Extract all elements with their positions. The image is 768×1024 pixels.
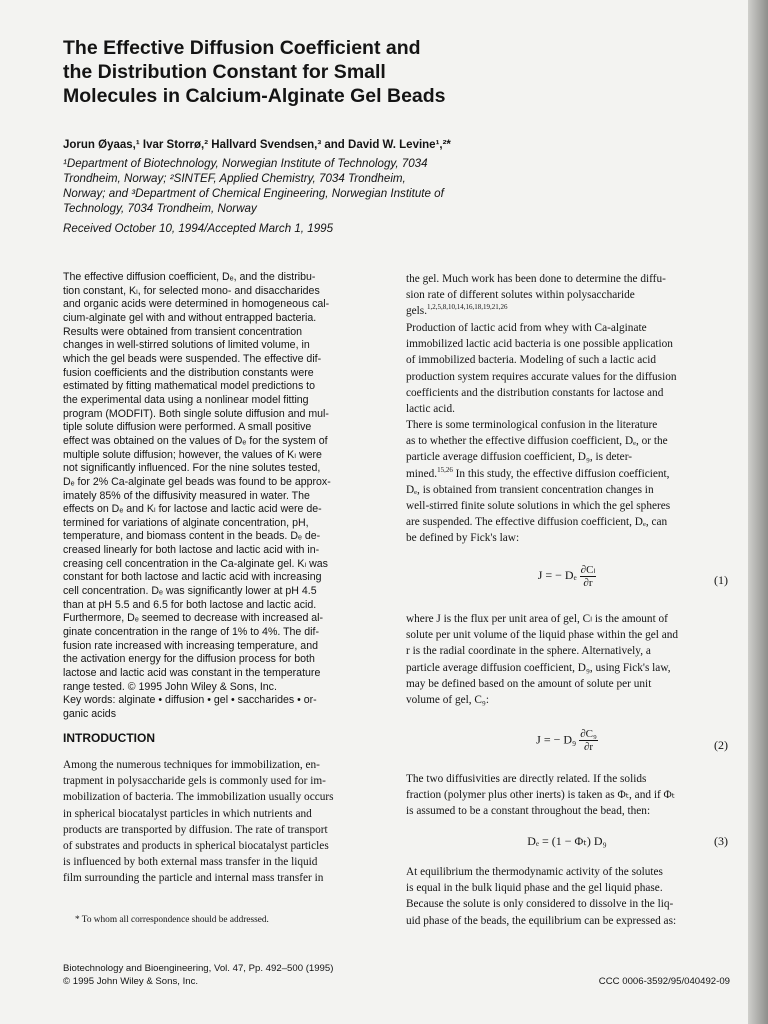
- received-date: Received October 10, 1994/Accepted March 1, 1995: [63, 222, 334, 235]
- correspondence-footnote: * To whom all correspondence should be addressed.: [75, 915, 269, 925]
- abstract-line: fusion rate increased with increasing temperature, and: [63, 639, 318, 652]
- text-line: is influenced by both external mass transfer in the liquid: [63, 856, 318, 869]
- text-line: r is the radial coordinate in the sphere. Alternatively, a: [406, 645, 651, 658]
- introduction-text: [63, 757, 390, 887]
- right-paragraph-2: [406, 320, 728, 417]
- abstract: [63, 271, 390, 722]
- abstract-line: Furthermore, Dₑ seemed to decrease with increased al-: [63, 612, 324, 625]
- ccc-code: CCC 0006-3592/95/040492-09: [598, 976, 730, 987]
- fraction-numerator: ∂Cₗ: [580, 564, 596, 576]
- text-line: solute per unit volume of the liquid phase within the gel and: [406, 629, 679, 642]
- abstract-line: creasing cell concentration in the Ca-alginate gel. Kₗ was: [63, 557, 328, 570]
- abstract-line: Key words: alginate • diffusion • gel • saccharides • or-: [63, 694, 317, 707]
- abstract-line: tion constant, Kₗ, for selected mono- and disaccharides: [63, 284, 320, 297]
- text-line: products are transported by diffusion. The rate of transport: [63, 823, 328, 836]
- text-line: Because the solute is only considered to dissolve in the liq-: [406, 898, 674, 911]
- text-line: Dₑ, is obtained from transient concentration changes in: [406, 483, 654, 496]
- abstract-line: ganic acids: [63, 708, 116, 720]
- equation-1: [406, 563, 728, 597]
- text-line: production system requires accurate values for the diffusion: [406, 370, 677, 383]
- title-line: the Distribution Constant for Small: [63, 61, 386, 83]
- article-title: [63, 36, 583, 108]
- journal-citation: [63, 963, 333, 988]
- abstract-line: fusion coefficients and the distribution constants were: [63, 366, 314, 379]
- right-paragraph-1: [406, 271, 728, 320]
- affiliation-line: Technology, 7034 Trondheim, Norway: [63, 202, 257, 215]
- abstract-line: than at pH 5.5 and 6.5 for both lactose and lactic acid.: [63, 598, 317, 611]
- abstract-line: the experimental data using a nonlinear model fitting: [63, 393, 309, 406]
- title-line: Molecules in Calcium-Alginate Gel Beads: [63, 85, 446, 107]
- affiliation-line: ¹Department of Biotechnology, Norwegian Institute of Technology, 7034: [63, 157, 428, 170]
- text-line: [406, 466, 728, 482]
- abstract-line: the activation energy for the diffusion process for both: [63, 653, 315, 666]
- affiliations: [63, 156, 583, 216]
- text-line: film surrounding the particle and internal mass transfer in: [63, 872, 324, 885]
- text-line: where J is the flux per unit area of gel, Cₗ is the amount of: [406, 613, 668, 625]
- abstract-line: termined for variations of alginate concentration, pH,: [63, 516, 309, 529]
- text-line: fraction (polymer plus other inerts) is taken as Φₜ, and if Φₜ: [406, 789, 676, 802]
- equation-number: (1): [714, 573, 728, 587]
- title-line: The Effective Diffusion Coefficient and: [63, 37, 421, 59]
- affiliation-line: Trondheim, Norway; ²SINTEF, Applied Chemistry, 7034 Trondheim,: [63, 172, 406, 185]
- affiliation-line: Norway; and ³Department of Chemical Engineering, Norwegian Institute of: [63, 187, 444, 200]
- text-line: volume of gel, C₉:: [406, 694, 490, 707]
- text-line: [406, 303, 728, 319]
- text-line: particle average diffusion coefficient, D₉, using Fick's law,: [406, 661, 671, 674]
- equation-lhs: J = − D₉: [536, 732, 577, 747]
- text-line: of immobilized bacteria. Modeling of such a lactic acid: [406, 354, 657, 367]
- equation-number: (2): [714, 738, 728, 752]
- abstract-line: multiple solute diffusion; however, the values of Kₗ were: [63, 448, 322, 461]
- right-paragraph-5: [406, 771, 728, 820]
- equation-body: Dₑ = (1 − Φₜ) D₉: [527, 834, 607, 848]
- abstract-line: creased linearly for both lactose and lactic acid with in-: [63, 544, 320, 557]
- text-line: immobilized lactic acid bacteria is one possible application: [406, 338, 673, 351]
- abstract-line: range tested. © 1995 John Wiley & Sons, Inc.: [63, 680, 277, 693]
- text-line: lactic acid.: [406, 403, 455, 416]
- text-fragment: In this study, the effective diffusion coefficient,: [452, 467, 670, 480]
- right-paragraph-6: [406, 864, 728, 929]
- text-line: is equal in the bulk liquid phase and the gel liquid phase.: [406, 882, 663, 895]
- text-line: be defined by Fick's law:: [406, 532, 520, 545]
- abstract-line: effects on Dₑ and Kₗ for lactose and lactic acid were de-: [63, 503, 322, 516]
- text-line: uid phase of the beads, the equilibrium can be expressed as:: [406, 914, 677, 927]
- text-line: coefficients and the distribution constants for lactose and: [406, 386, 664, 399]
- text-line: Among the numerous techniques for immobilization, en-: [63, 759, 320, 771]
- citation-line: Biotechnology and Bioengineering, Vol. 47, Pp. 492–500 (1995): [63, 963, 334, 974]
- text-line: sion rate of different solutes within polysaccharide: [406, 289, 635, 302]
- abstract-line: The effective diffusion coefficient, Dₑ, and the distribu-: [63, 271, 316, 283]
- abstract-line: not significantly influenced. For the nine solutes tested,: [63, 462, 321, 475]
- abstract-line: lactose and lactic acid was constant in the temperature: [63, 667, 321, 680]
- fraction-denominator: ∂r: [583, 741, 594, 753]
- right-paragraph-3: [406, 417, 728, 547]
- equation-3: [406, 831, 728, 865]
- right-paragraph-4: [406, 611, 728, 708]
- text-line: well-stirred finite solute solutions in which the gel spheres: [406, 500, 671, 513]
- reference-numbers: 15,26: [437, 465, 453, 474]
- text-line: may be defined based on the amount of solute per unit: [406, 677, 652, 690]
- text-line: are suspended. The effective diffusion coefficient, Dₑ, can: [406, 516, 668, 529]
- abstract-line: temperature, and biomass content in the beads. Dₑ de-: [63, 530, 321, 543]
- abstract-line: Dₑ for 2% Ca-alginate gel beads was found to be approx-: [63, 475, 331, 488]
- text-fragment: mined.: [406, 467, 438, 480]
- text-fragment: gels.: [406, 305, 428, 318]
- abstract-line: effect was obtained on the values of Dₑ for the system of: [63, 434, 328, 447]
- abstract-line: program (MODFIT). Both single solute diffusion and mul-: [63, 407, 329, 420]
- text-line: Production of lactic acid from whey with Ca-alginate: [406, 322, 647, 334]
- abstract-line: tiple solute diffusion were performed. A small positive: [63, 421, 312, 434]
- abstract-line: changes in well-stirred solutions of limited volume, in: [63, 339, 310, 352]
- equation-2: [406, 728, 728, 762]
- equation-number: (3): [714, 834, 728, 848]
- text-line: of substrates and products in spherical biocatalyst particles: [63, 840, 329, 853]
- text-line: particle average diffusion coefficient, D₉, is deter-: [406, 451, 632, 464]
- text-line: There is some terminological confusion in the literature: [406, 419, 658, 431]
- abstract-line: ginate concentration in the range of 1% to 4%. The dif-: [63, 626, 319, 639]
- abstract-line: Results were obtained from transient concentration: [63, 325, 303, 338]
- section-heading-introduction: INTRODUCTION: [63, 731, 155, 745]
- text-line: At equilibrium the thermodynamic activity of the solutes: [406, 866, 663, 878]
- abstract-line: which the gel beads were suspended. The effective dif-: [63, 352, 322, 365]
- text-line: in spherical biocatalyst particles in which nutrients and: [63, 807, 312, 820]
- text-line: as to whether the effective diffusion coefficient, Dₑ, or the: [406, 435, 668, 448]
- abstract-line: cell concentration. Dₑ was significantly lower at pH 4.5: [63, 585, 317, 598]
- equation-lhs: J = − Dₑ: [537, 567, 577, 582]
- abstract-line: and organic acids were determined in homogeneous cal-: [63, 298, 330, 311]
- abstract-line: imately 85% of the diffusivity measured in water. The: [63, 489, 310, 502]
- copyright-line: © 1995 John Wiley & Sons, Inc.: [63, 975, 199, 987]
- text-line: The two diffusivities are directly related. If the solids: [406, 773, 647, 785]
- reference-numbers: 1,2,5,8,10,14,16,18,19,21,26: [427, 303, 508, 312]
- text-line: trapment in polysaccharide gels is commonly used for im-: [63, 775, 326, 788]
- text-line: is assumed to be a constant throughout the bead, then:: [406, 805, 651, 818]
- fraction-denominator: ∂r: [583, 577, 593, 589]
- author-list: Jorun Øyaas,¹ Ivar Storrø,² Hallvard Svendsen,³ and David W. Levine¹,²*: [63, 139, 451, 151]
- text-line: mobilization of bacteria. The immobilization usually occurs: [63, 791, 334, 804]
- fraction-numerator: ∂C₉: [580, 728, 597, 740]
- text-line: the gel. Much work has been done to determine the diffu-: [406, 273, 666, 285]
- page-edge-shadow: [748, 0, 768, 1024]
- abstract-line: constant for both lactose and lactic acid with increasing: [63, 571, 322, 584]
- abstract-line: cium-alginate gel with and without entrapped bacteria.: [63, 311, 317, 324]
- abstract-line: estimated by fitting mathematical model predictions to: [63, 380, 316, 393]
